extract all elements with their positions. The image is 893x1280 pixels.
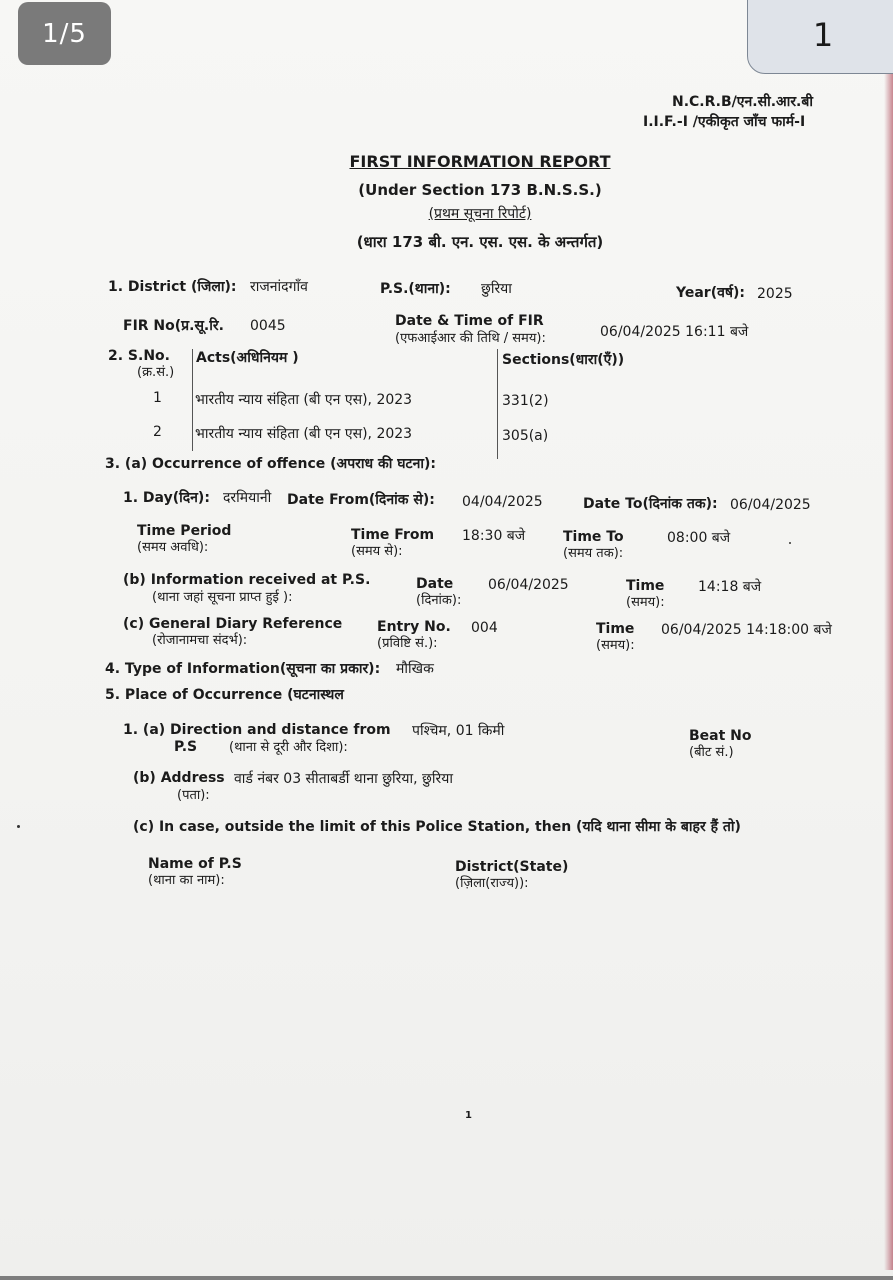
info-type-value: मौखिक: [396, 661, 434, 677]
page-tab-label: 1: [812, 16, 834, 54]
act-row-2-act: भारतीय न्याय संहिता (बी एन एस), 2023: [195, 426, 413, 442]
time-from-value: 18:30 बजे: [462, 528, 526, 544]
gd-time-label: Time: [596, 621, 635, 637]
gd-time-label-hindi: (समय):: [596, 638, 635, 653]
info-type-label: 4. Type of Information(सूचना का प्रकार):: [105, 661, 381, 677]
name-of-ps-label: Name of P.S: [148, 856, 242, 872]
info-time-label: Time: [626, 578, 665, 594]
fir-datetime-value: 06/04/2025 16:11 बजे: [600, 324, 749, 340]
direction-ps-label: P.S: [174, 739, 198, 755]
direction-distance-label: 1. (a) Direction and distance from: [123, 722, 391, 738]
date-from-label: Date From(दिनांक से):: [287, 492, 435, 508]
act-row-1-sno: 1: [153, 390, 162, 406]
sno-label: 2. S.No.: [108, 348, 170, 364]
place-of-occurrence-label: 5. Place of Occurrence (घटनास्थल: [105, 687, 344, 703]
act-row-1-act: भारतीय न्याय संहिता (बी एन एस), 2023: [195, 392, 413, 408]
address-value: वार्ड नंबर 03 सीताबर्डी थाना छुरिया, छुरिया: [234, 771, 453, 787]
scan-speck: [17, 825, 20, 828]
page-indicator-text: 1/5: [42, 18, 87, 49]
info-date-label-hindi: (दिनांक):: [416, 593, 462, 608]
time-from-label-hindi: (समय से):: [351, 544, 403, 559]
district-state-label: District(State): [455, 859, 569, 875]
act-row-2-section: 305(a): [502, 428, 549, 444]
fir-datetime-label: Date & Time of FIR: [395, 313, 544, 329]
gd-entry-label-hindi: (प्रविष्टि सं.):: [377, 636, 438, 651]
iif-label: I.I.F.-I /एकीकृत जाँच फार्म-I: [643, 114, 806, 130]
gd-entry-value: 004: [471, 620, 498, 636]
address-label-hindi: (पता):: [177, 788, 210, 803]
date-from-value: 04/04/2025: [462, 494, 543, 510]
occurrence-heading: 3. (a) Occurrence of offence (अपराध की घटना):: [105, 456, 436, 472]
viewer-bottom-border: [0, 1276, 893, 1280]
day-label: 1. Day(दिन):: [123, 490, 210, 506]
beat-no-label-hindi: (बीट सं.): [689, 745, 734, 760]
gd-time-value: 06/04/2025 14:18:00 बजे: [661, 622, 832, 638]
report-title: FIRST INFORMATION REPORT: [349, 152, 611, 171]
district-value: राजनांदगाँव: [250, 279, 308, 295]
year-value: 2025: [757, 286, 793, 302]
act-row-1-section: 331(2): [502, 393, 549, 409]
sno-label-hindi: (क्र.सं.): [137, 365, 175, 380]
direction-distance-value: पश्चिम, 01 किमी: [412, 723, 505, 739]
acts-column-divider: [192, 349, 193, 451]
beat-no-label: Beat No: [689, 728, 752, 744]
scan-speck: [789, 542, 791, 544]
address-label: (b) Address: [133, 770, 225, 786]
date-to-label: Date To(दिनांक तक):: [583, 496, 718, 512]
page-number: 1: [465, 1110, 472, 1121]
time-from-label: Time From: [351, 527, 435, 543]
info-time-label-hindi: (समय):: [626, 595, 665, 610]
gd-reference-label-hindi: (रोजानामचा संदर्भ):: [152, 633, 248, 648]
act-row-2-sno: 2: [153, 424, 162, 440]
gd-reference-label: (c) General Diary Reference: [123, 616, 343, 632]
time-to-label: Time To: [563, 529, 624, 545]
time-period-label: Time Period: [137, 523, 232, 539]
ncrb-label: N.C.R.B/एन.सी.आर.बी: [672, 94, 813, 110]
ps-value: छुरिया: [481, 281, 512, 297]
acts-label: Acts(अधिनियम ): [196, 350, 299, 366]
gd-entry-label: Entry No.: [377, 619, 451, 635]
ps-label: P.S.(थाना):: [380, 281, 451, 297]
date-to-value: 06/04/2025: [730, 497, 811, 513]
fir-no-label: FIR No(प्र.सू.रि.: [123, 318, 224, 334]
time-to-value: 08:00 बजे: [667, 530, 731, 546]
district-label: 1. District (जिला):: [108, 279, 237, 295]
report-subtitle: (Under Section 173 B.N.S.S.): [358, 181, 602, 199]
report-subtitle-hindi: (धारा 173 बी. एन. एस. एस. के अन्तर्गत): [356, 233, 604, 251]
info-time-value: 14:18 बजे: [698, 579, 762, 595]
day-value: दरमियानी: [223, 490, 272, 506]
page-edge-shadow: [884, 70, 893, 1270]
sections-column-divider: [497, 349, 498, 459]
info-date-value: 06/04/2025: [488, 577, 569, 593]
name-of-ps-label-hindi: (थाना का नाम):: [148, 873, 225, 888]
time-to-label-hindi: (समय तक):: [563, 546, 624, 561]
fir-datetime-label-hindi: (एफआईआर की तिथि / समय):: [395, 331, 546, 346]
info-date-label: Date: [416, 576, 454, 592]
info-received-label-hindi: (थाना जहां सूचना प्राप्त हुई ):: [152, 590, 293, 605]
sections-label: Sections(धारा(एँ)): [502, 352, 625, 368]
outside-limit-label: (c) In case, outside the limit of this Police Station, then (यदि थाना सीमा के बाहर हैं तो): [133, 819, 741, 835]
year-label: Year(वर्ष):: [676, 285, 745, 301]
info-received-label: (b) Information received at P.S.: [123, 572, 371, 588]
page-indicator[interactable]: [18, 2, 111, 65]
district-state-label-hindi: (ज़िला(राज्य)):: [455, 876, 529, 891]
fir-no-value: 0045: [250, 318, 286, 334]
direction-ps-label-hindi: (थाना से दूरी और दिशा):: [229, 740, 348, 755]
report-title-hindi: (प्रथम सूचना रिपोर्ट): [428, 206, 532, 222]
page-tab[interactable]: [747, 0, 893, 74]
time-period-label-hindi: (समय अवधि):: [137, 540, 209, 555]
